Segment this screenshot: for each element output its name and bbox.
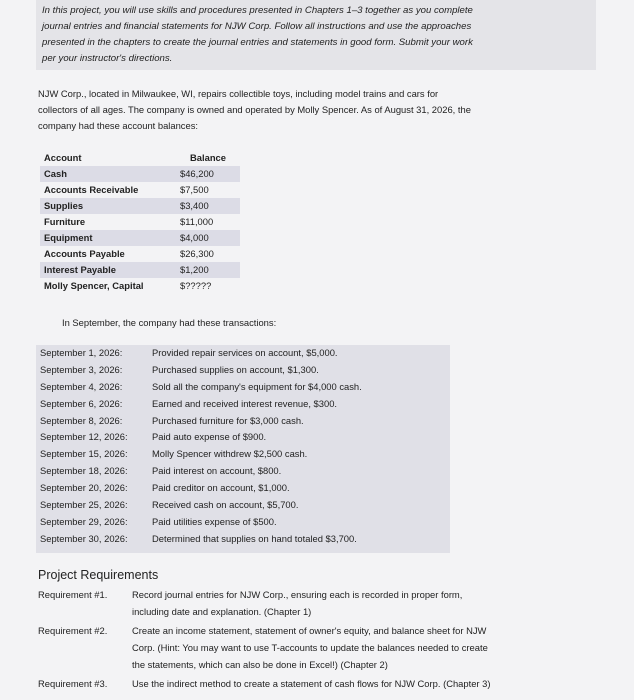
intro-line: per your instructor's directions. [42,53,173,64]
account-balance: $11,000 [180,216,214,227]
list-item [40,345,362,362]
requirement-line: Corp. (Hint: You may want to use T-accounts to update the balances needed to create [132,642,488,653]
transaction-desc: Purchased furniture for $3,000 cash. [152,414,304,426]
list-item [40,362,362,379]
company-line: NJW Corp., located in Milwaukee, WI, repairs collectible toys, including model trains and cars for [38,88,439,99]
list-item [40,429,362,446]
account-name: Furniture [44,216,86,227]
transaction-date: September 18, 2026: [40,465,128,477]
table-row [40,230,240,246]
table-row [40,262,240,278]
company-paragraph [38,86,594,134]
intro-line: journal entries and financial statements for NJW Corp. Follow all instructions and use the approaches [42,21,472,32]
requirement-3 [38,675,598,692]
list-item [40,514,362,531]
account-balance: $26,300 [180,248,214,259]
account-name: Molly Spencer, Capital [44,280,144,291]
transaction-date: September 1, 2026: [40,347,123,358]
transaction-date: September 12, 2026: [40,431,128,443]
transaction-desc: Paid interest on account, $800. [152,465,282,477]
list-item [40,463,362,480]
list-item [40,446,362,463]
requirement-line: Use the indirect method to create a statement of cash flows for NJW Corp. (Chapter 3) [132,678,491,689]
transaction-desc: Sold all the company's equipment for $4,000 cash. [152,380,362,392]
transaction-desc: Paid utilities expense of $500. [152,515,277,527]
list-item [40,396,362,413]
requirement-label: Requirement #1. [38,589,108,600]
requirement-line: Record journal entries for NJW Corp., ensuring each is recorded in proper form, [132,589,463,600]
transaction-desc: Provided repair services on account, $5,000. [152,347,338,358]
project-requirements-title: Project Requirements [38,568,159,582]
transaction-date: September 20, 2026: [40,482,128,494]
account-name: Supplies [40,198,170,214]
company-line: company had these account balances: [38,120,199,131]
account-name: Cash [40,166,170,182]
transaction-desc: Molly Spencer withdrew $2,500 cash. [152,448,308,460]
table-row [40,278,240,294]
account-name: Equipment [40,230,170,246]
list-item [40,480,362,497]
account-name: Accounts Payable [44,248,125,259]
transactions-list [40,345,362,548]
requirement-2 [38,622,598,673]
list-item [40,379,362,396]
transaction-date: September 8, 2026: [40,414,123,426]
transaction-desc: Purchased supplies on account, $1,300. [152,363,319,375]
account-balance: $1,200 [170,262,240,278]
account-balance: $7,500 [180,184,209,195]
table-row [40,166,240,182]
table-row [40,246,240,262]
table-row [40,214,240,230]
transaction-desc: Paid creditor on account, $1,000. [152,482,290,494]
account-name: Accounts Receivable [44,184,139,195]
transaction-date: September 30, 2026: [40,532,128,544]
table-row [40,182,240,198]
intro-line: presented in the chapters to create the journal entries and statements in good form. Submit your work [42,37,473,48]
account-balance: $4,000 [170,230,240,246]
account-name: Interest Payable [40,262,170,278]
transaction-date: September 6, 2026: [40,397,123,409]
requirement-label: Requirement #2. [38,625,108,636]
transactions-intro: In September, the company had these transactions: [62,317,277,328]
list-item [40,413,362,430]
requirement-label: Requirement #3. [38,678,108,689]
list-item [40,497,362,514]
header-account: Account [44,152,82,163]
transaction-desc: Paid auto expense of $900. [152,431,267,443]
requirement-line: the statements, which can also be done in Excel!) (Chapter 2) [132,659,388,670]
intro-line: In this project, you will use skills and procedures presented in Chapters 1–3 together as you complete [42,5,473,16]
requirement-1 [38,586,598,620]
company-line: collectors of all ages. The company is owned and operated by Molly Spencer. As of August 31, 2026, the [38,104,471,115]
transaction-date: September 29, 2026: [40,515,128,527]
transaction-desc: Received cash on account, $5,700. [152,499,299,511]
list-item [40,531,362,548]
account-balances-table [40,150,240,294]
transaction-desc: Earned and received interest revenue, $300. [152,397,338,409]
transaction-date: September 15, 2026: [40,448,128,460]
account-balance: $46,200 [170,166,240,182]
transaction-desc: Determined that supplies on hand totaled $3,700. [152,532,357,544]
transaction-date: September 25, 2026: [40,499,128,511]
table-header-row [40,150,240,166]
header-balance: Balance [190,152,226,163]
account-balance: $3,400 [170,198,240,214]
account-balance: $????? [180,280,212,291]
requirement-line: including date and explanation. (Chapter 1) [132,606,312,617]
transaction-date: September 3, 2026: [40,363,123,375]
table-row [40,198,240,214]
requirement-line: Create an income statement, statement of owner's equity, and balance sheet for NJW [132,625,487,636]
transaction-date: September 4, 2026: [40,380,123,392]
intro-instructions [36,0,596,70]
